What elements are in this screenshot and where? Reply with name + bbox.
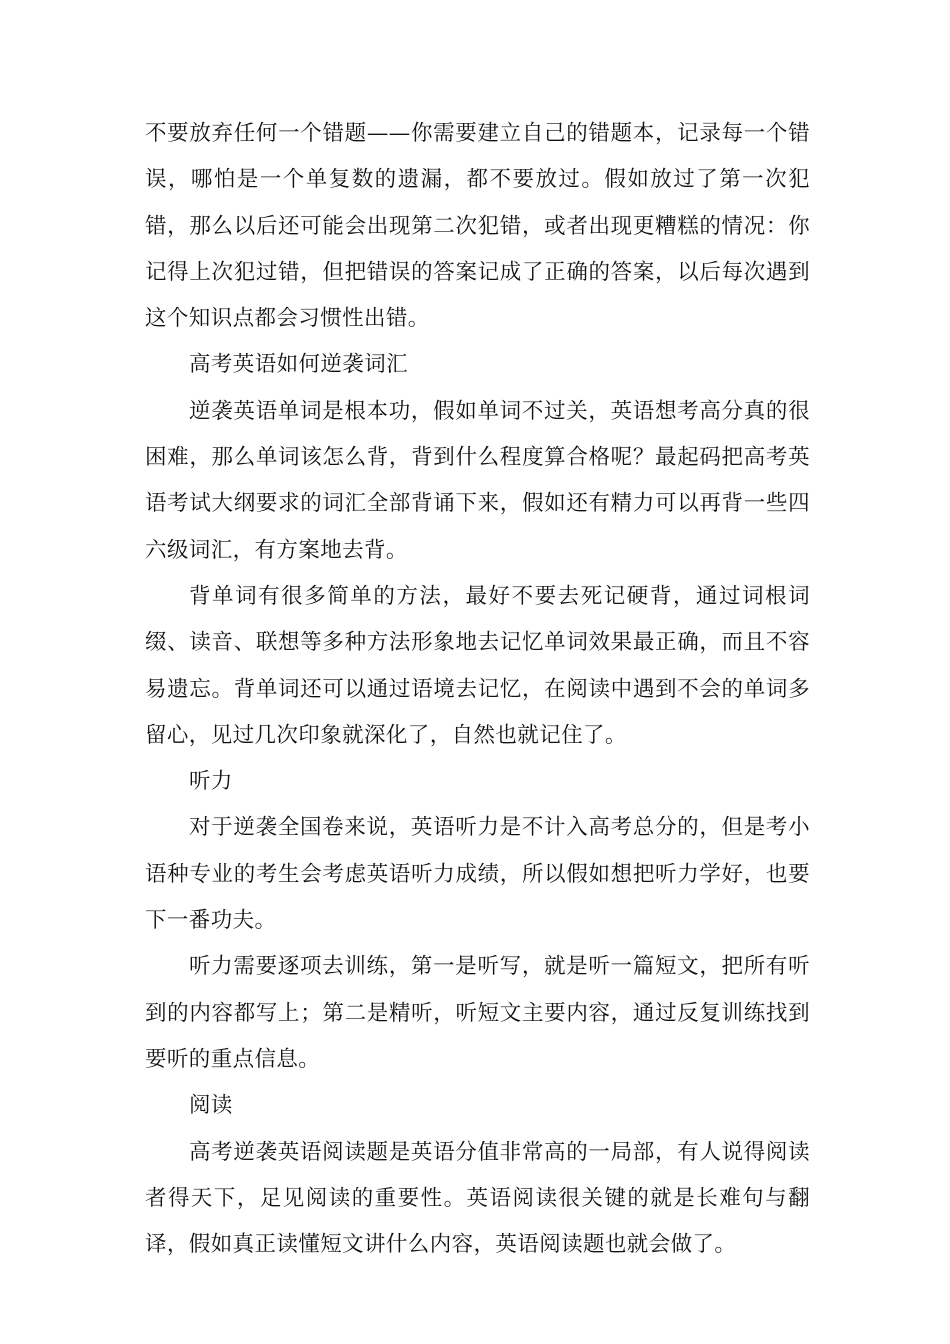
paragraph-listening-intro: 对于逆袭全国卷来说，英语听力是不计入高考总分的，但是考小语种专业的考生会考虑英语听力成绩，所以假如想把听力学好，也要下一番功夫。 [145,815,810,934]
heading-vocabulary: 高考英语如何逆袭词汇 [189,352,409,378]
heading-listening: 听力 [189,769,233,795]
heading-reading: 阅读 [189,1093,233,1119]
paragraph-vocabulary-methods: 背单词有很多简单的方法，最好不要去死记硬背，通过词根词缀、读音、联想等多种方法形象地去记忆单词效果最正确，而且不容易遗忘。背单词还可以通过语境去记忆，在阅读中遇到不会的单词多留心，见过几次印象就深化了，自然也就记住了。 [145,583,810,748]
paragraph-vocabulary-basics: 逆袭英语单词是根本功，假如单词不过关，英语想考高分真的很困难，那么单词该怎么背，背到什么程度算合格呢？最起码把高考英语考试大纲要求的词汇全部背诵下来，假如还有精力可以再背一些四六级词汇，有方案地去背。 [145,398,810,563]
paragraph-error-notebook: 不要放弃任何一个错题——你需要建立自己的错题本，记录每一个错误，哪怕是一个单复数的遗漏，都不要放过。假如放过了第一次犯错，那么以后还可能会出现第二次犯错，或者出现更糟糕的情况：你记得上次犯过错，但把错误的答案记成了正确的答案，以后每次遇到这个知识点都会习惯性出错。 [145,121,810,332]
document-body [145,111,810,1268]
paragraph-listening-training: 听力需要逐项去训练，第一是听写，就是听一篇短文，把所有听到的内容都写上；第二是精听，听短文主要内容，通过反复训练找到要听的重点信息。 [145,954,810,1072]
paragraph-reading: 高考逆袭英语阅读题是英语分值非常高的一局部，有人说得阅读者得天下，足见阅读的重要性。英语阅读很关键的就是长难句与翻译，假如真正读懂短文讲什么内容，英语阅读题也就会做了。 [145,1139,810,1258]
